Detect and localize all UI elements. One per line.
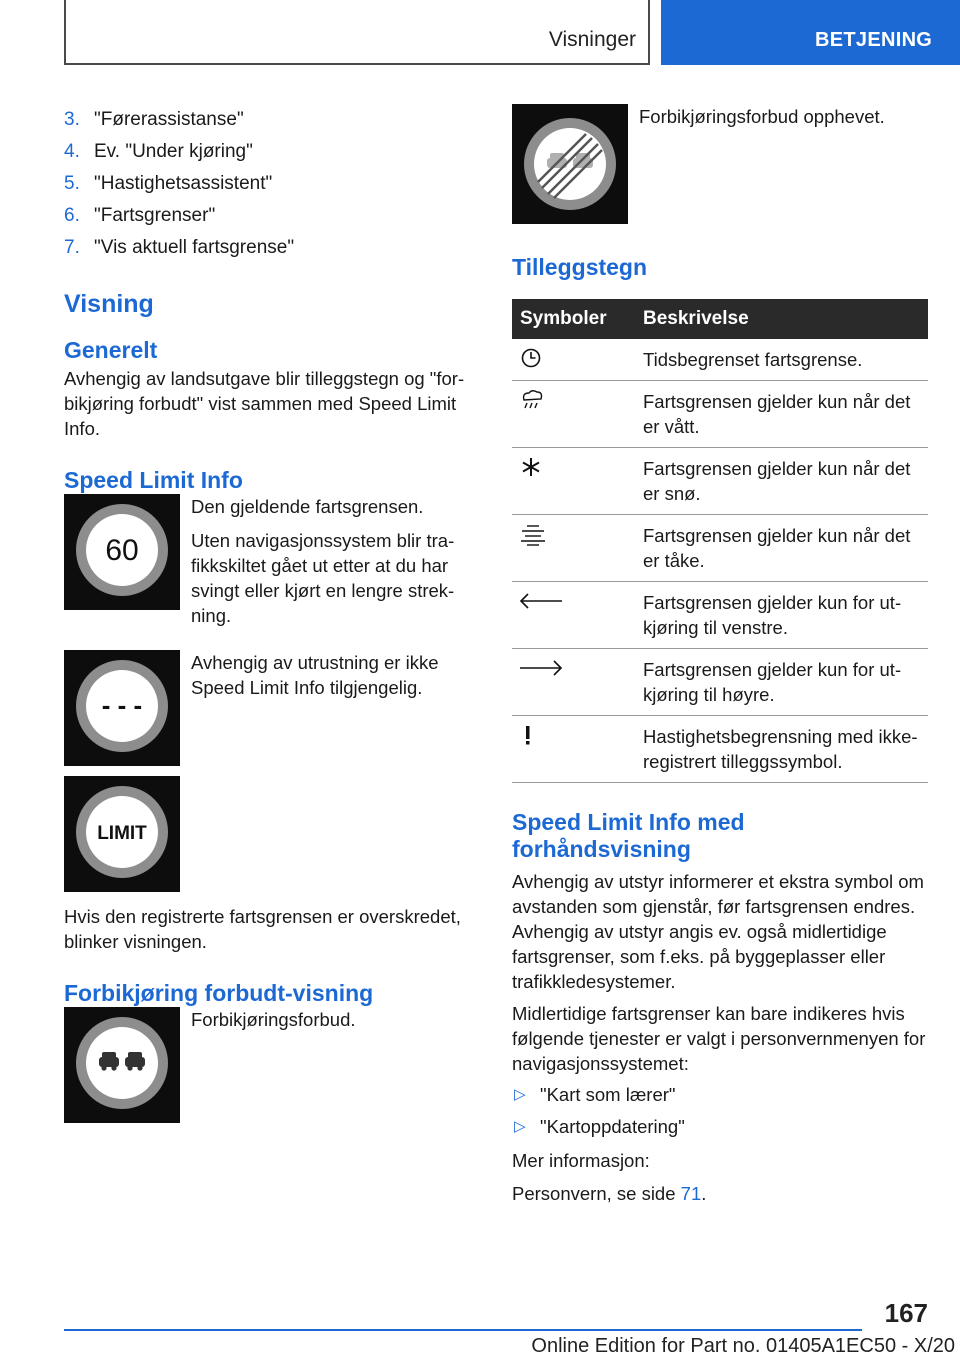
list-item bbox=[64, 136, 476, 168]
rain-icon bbox=[518, 389, 546, 411]
services-list bbox=[512, 1079, 928, 1143]
table-cell-description: Fartsgrensen gjelder kun for utkjøring til høyre. bbox=[639, 649, 928, 716]
exclamation-icon bbox=[518, 724, 538, 746]
paragraph-temporary-limits: Midlertidige fartsgrenser kan bare indikeres hvis følgende tjenester er valgt i personvernmenyen for navigasjonssystemet: bbox=[512, 1003, 926, 1074]
figure-caption-60 bbox=[191, 494, 476, 637]
bullet-text: "Kart som lærer" bbox=[540, 1084, 676, 1105]
header-chapter-tab[interactable] bbox=[661, 0, 960, 65]
header-section-title: Visninger bbox=[548, 28, 636, 51]
figure-caption-overtaking-lifted bbox=[639, 104, 928, 138]
step-number: 6. bbox=[64, 205, 80, 226]
table-row bbox=[512, 582, 928, 649]
table-cell-description: Fartsgrensen gjelder kun for utkjøring til venstre. bbox=[639, 582, 928, 649]
heading-visning: Visning bbox=[64, 290, 154, 318]
arrow-left-icon bbox=[518, 590, 564, 612]
more-info-label: Mer informasjon: bbox=[512, 1150, 650, 1171]
list-item bbox=[64, 200, 476, 232]
overtaking-ban-lifted-sign-image bbox=[512, 104, 628, 224]
caption-no-overtaking: Forbikjøringsforbud. bbox=[191, 1009, 356, 1030]
list-item bbox=[512, 1079, 928, 1111]
figure-row-limit bbox=[64, 776, 476, 892]
column-header-description: Beskrivelse bbox=[639, 299, 928, 339]
caption-without-navigation: Uten navigasjonssystem blir trafikkskiltet gået ut etter at du har svingt eller kjørt en lengre strekning. bbox=[191, 530, 455, 626]
paragraph-generelt: Avhengig av landsutgave blir tilleggstegn og "forbikjøring forbudt" vist sammen med Speed Limit Info. bbox=[64, 368, 465, 439]
speed-limit-unavailable-sign-image bbox=[64, 650, 180, 766]
triangle-bullet-icon: ▷ bbox=[514, 1086, 526, 1103]
heading-forbikjoring: Forbikjøring forbudt-visning bbox=[64, 980, 374, 1006]
no-overtaking-sign-image bbox=[64, 1007, 180, 1123]
table-header-row bbox=[512, 299, 928, 339]
table-cell-description: Fartsgrensen gjelder kun når det er tåke. bbox=[639, 515, 928, 582]
footer-edition: Online Edition for Part no. 01405A1EC50 - X/20 bbox=[531, 1335, 955, 1357]
step-text: "Hastighetsassistent" bbox=[94, 173, 273, 194]
bullet-text: "Kartoppdatering" bbox=[540, 1116, 685, 1137]
heading-speed-limit-info: Speed Limit Info bbox=[64, 467, 243, 493]
figure-row-60 bbox=[64, 494, 476, 626]
left-column bbox=[64, 104, 476, 1123]
limit-sign-text: LIMIT bbox=[97, 823, 147, 844]
heading-speed-limit-preview: Speed Limit Info med forhåndsvisning bbox=[512, 809, 745, 862]
page-number: 167 bbox=[884, 1298, 928, 1328]
paragraph-limit-exceeded: Hvis den registrerte fartsgrensen er overskredet, blinker visningen. bbox=[64, 906, 461, 952]
right-column bbox=[512, 104, 928, 1206]
figure-caption-dashes bbox=[191, 650, 476, 709]
limit-sign-image bbox=[64, 776, 180, 892]
list-item bbox=[64, 168, 476, 200]
step-text: "Førerassistanse" bbox=[94, 109, 244, 130]
table-cell-description: Fartsgrensen gjelder kun når det er vått. bbox=[639, 381, 928, 448]
column-header-symbols: Symboler bbox=[512, 299, 639, 339]
heading-generelt: Generelt bbox=[64, 337, 158, 363]
table-row bbox=[512, 649, 928, 716]
table-cell-description: Tidsbegrenset fartsgrense. bbox=[639, 339, 928, 381]
snowflake-icon bbox=[518, 456, 544, 478]
table-row bbox=[512, 716, 928, 783]
list-item bbox=[64, 232, 476, 264]
step-text: "Fartsgrenser" bbox=[94, 205, 216, 226]
footer-rule bbox=[64, 1329, 862, 1331]
page-link-71[interactable]: 71 bbox=[680, 1183, 702, 1204]
list-item bbox=[512, 1111, 928, 1143]
table-row bbox=[512, 515, 928, 582]
steps-list bbox=[64, 104, 476, 264]
step-number: 3. bbox=[64, 109, 80, 130]
list-item bbox=[64, 104, 476, 136]
privacy-reference bbox=[512, 1181, 928, 1206]
table-cell-description: Fartsgrensen gjelder kun når det er snø. bbox=[639, 448, 928, 515]
caption-current-limit: Den gjeldende fartsgrensen. bbox=[191, 496, 424, 517]
clock-icon bbox=[518, 347, 544, 369]
fog-icon bbox=[518, 523, 548, 547]
paragraph-preview-intro: Avhengig av utstyr informerer et ekstra symbol om avstanden som gjenstår, før fartsgrensen endres. Avhengig av utstyr angis ev. også midlertidige fartsgrenser, som f.eks. på byggeplasser eller trafikkledesystemer. bbox=[512, 871, 924, 992]
arrow-right-icon bbox=[518, 657, 564, 679]
privacy-suffix: . bbox=[701, 1183, 707, 1204]
unavailable-sign-text: - - - bbox=[101, 690, 143, 720]
caption-overtaking-lifted: Forbikjøringsforbud opphevet. bbox=[639, 106, 885, 127]
speed-limit-60-sign-image bbox=[64, 494, 180, 610]
figure-caption-no-overtaking bbox=[191, 1007, 476, 1041]
speed-limit-value: 60 bbox=[105, 534, 139, 567]
step-text: Ev. "Under kjøring" bbox=[94, 141, 253, 162]
figure-row-no-overtaking bbox=[64, 1007, 476, 1123]
step-number: 7. bbox=[64, 237, 80, 258]
header-section-box bbox=[64, 0, 650, 65]
step-number: 4. bbox=[64, 141, 80, 162]
figure-row-overtaking-lifted bbox=[512, 104, 928, 224]
step-text: "Vis aktuell fartsgrense" bbox=[94, 237, 295, 258]
symbols-table bbox=[512, 299, 928, 783]
step-number: 5. bbox=[64, 173, 80, 194]
caption-not-available: Avhengig av utrustning er ikke Speed Limit Info tilgjengelig. bbox=[191, 652, 439, 698]
table-row bbox=[512, 339, 928, 381]
figure-row-dashes bbox=[64, 650, 476, 766]
heading-tilleggstegn: Tilleggstegn bbox=[512, 254, 648, 280]
privacy-prefix: Personvern, se side bbox=[512, 1183, 681, 1204]
table-cell-description: Hastighetsbegrensning med ikke-registrert tilleggssymbol. bbox=[639, 716, 928, 783]
triangle-bullet-icon: ▷ bbox=[514, 1118, 526, 1135]
header-chapter-label: BETJENING bbox=[815, 29, 933, 51]
table-row bbox=[512, 448, 928, 515]
table-row bbox=[512, 381, 928, 448]
